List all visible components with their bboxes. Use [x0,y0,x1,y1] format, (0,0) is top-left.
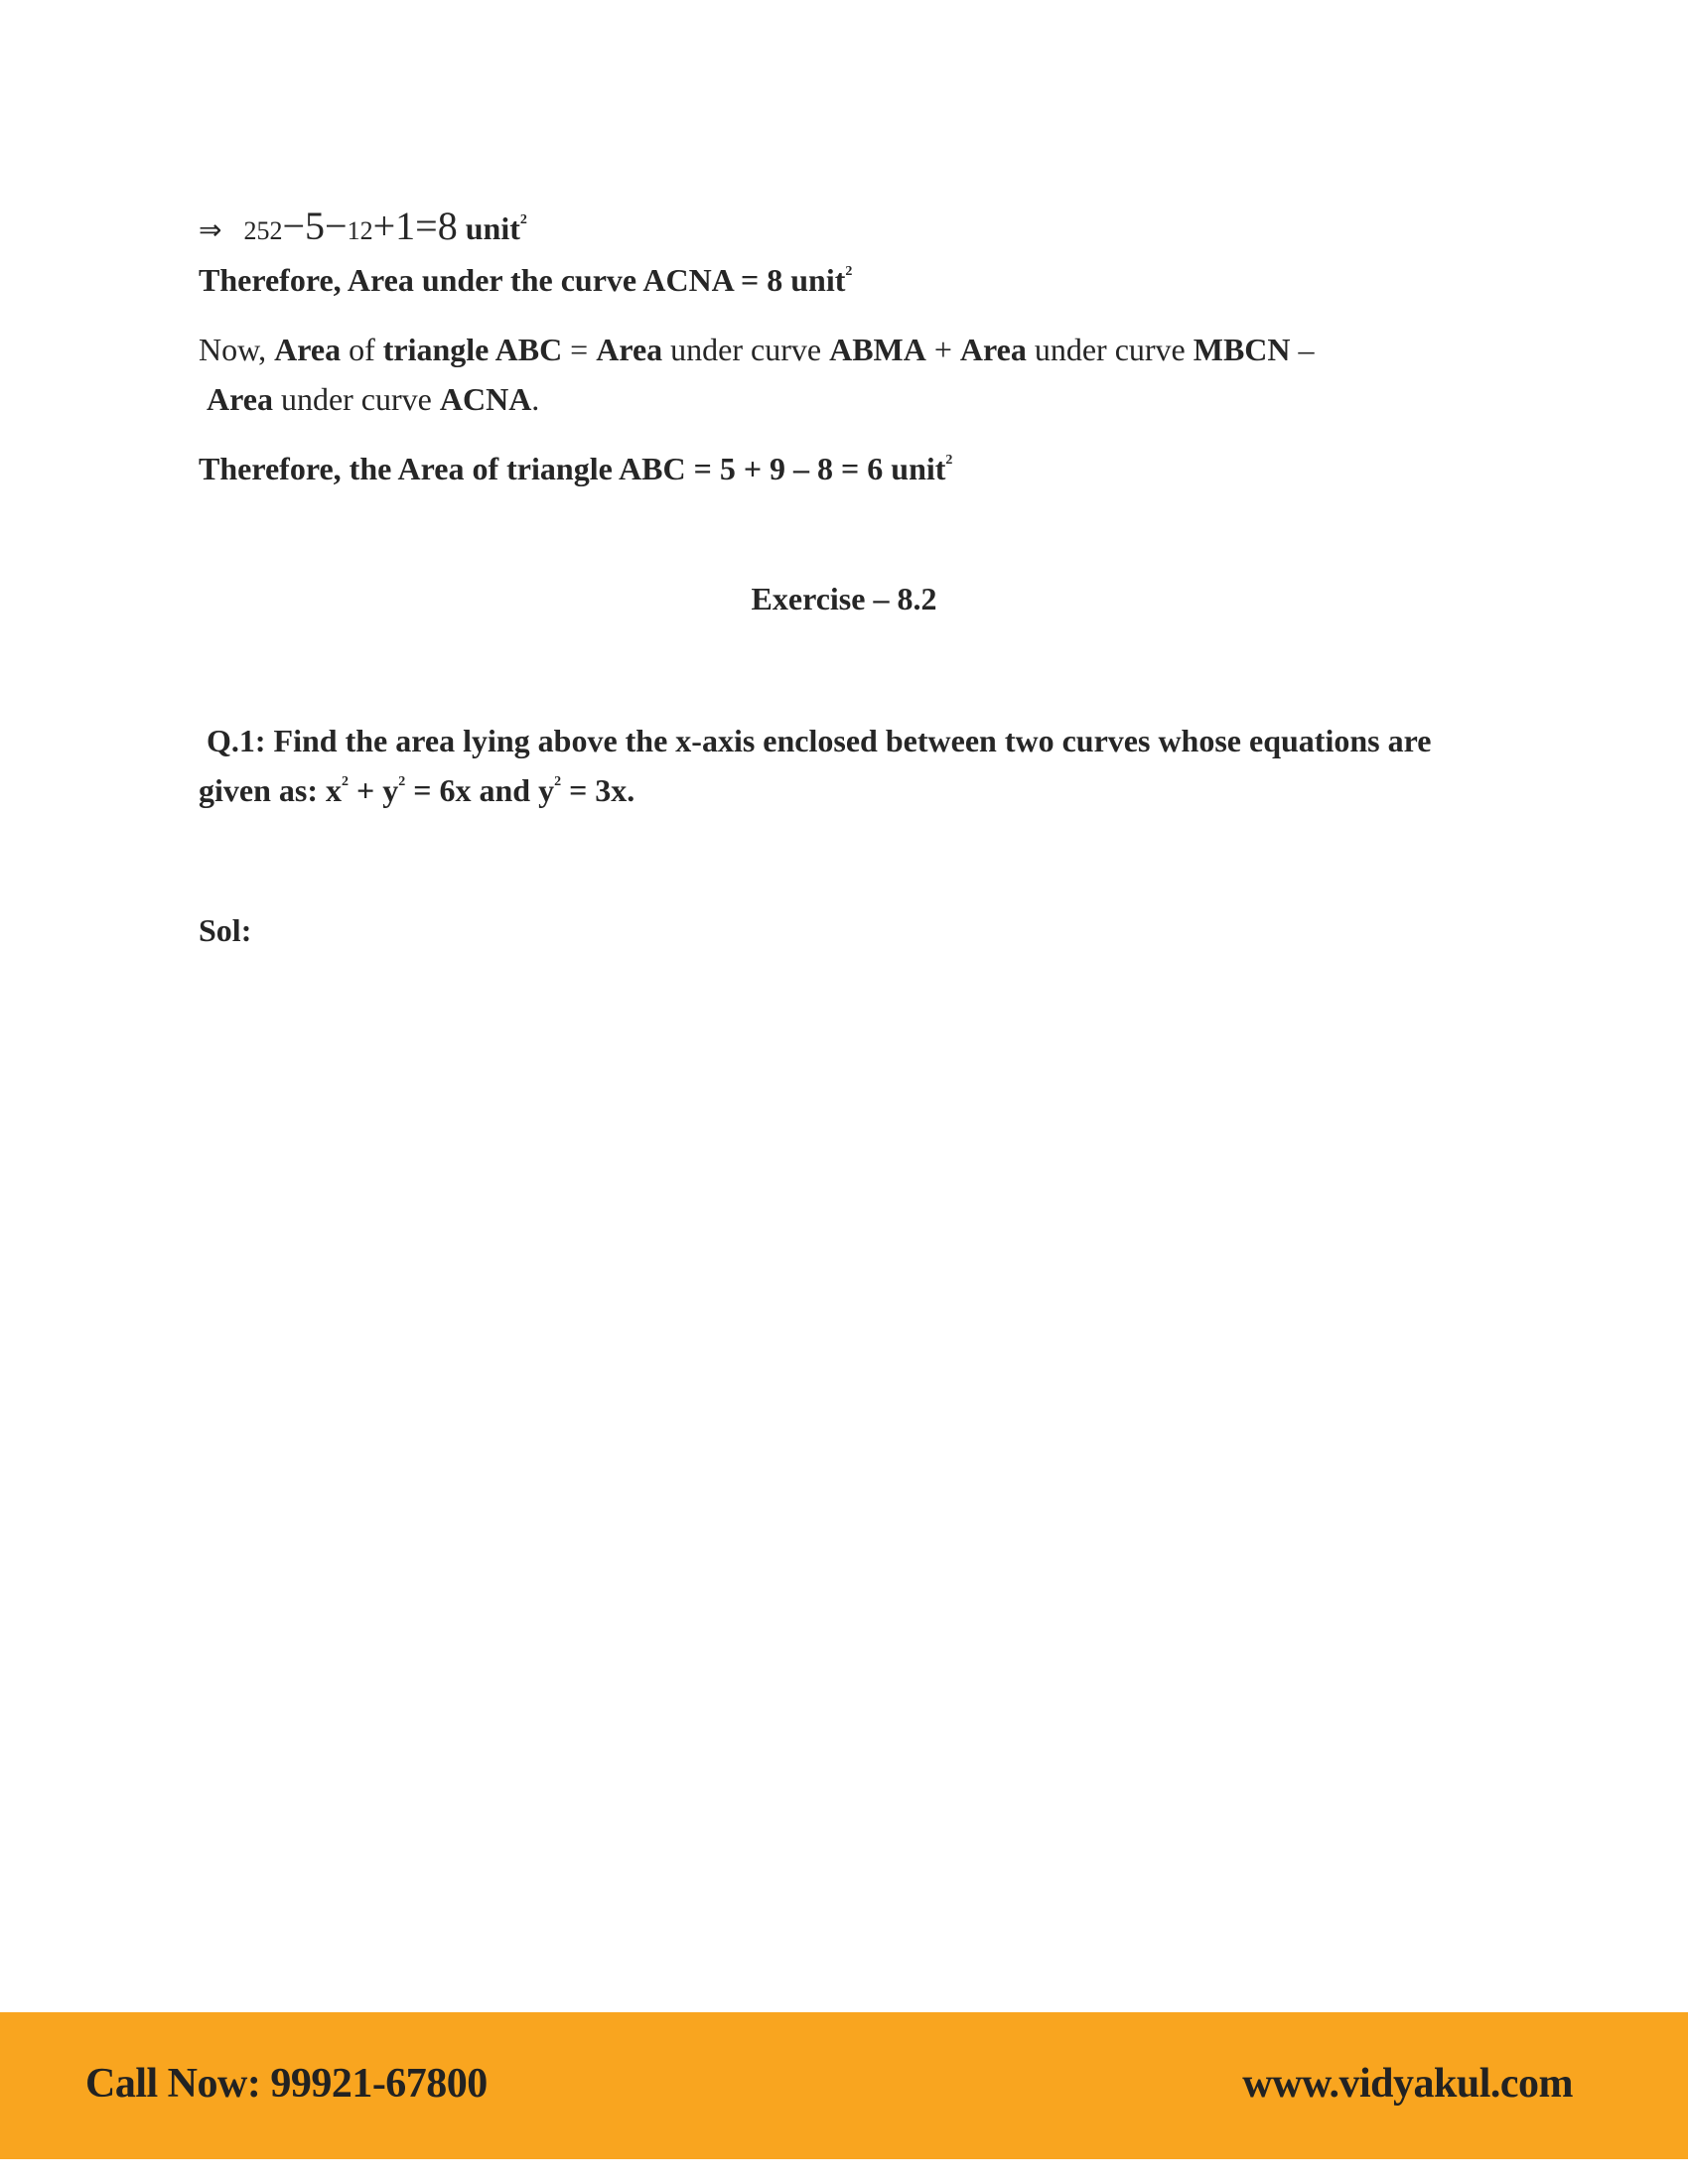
question-line-2 [199,770,634,810]
question-text: = 3x. [561,772,635,808]
equation-line [199,206,527,251]
area-relation-line-2 [207,379,539,419]
text-run: . [531,381,540,417]
superscript: 2 [342,774,349,789]
area-acna-statement [199,260,852,300]
unit-label: unit [465,210,520,246]
equation-term: +1=8 [372,204,458,248]
text-run: under curve [662,332,830,367]
superscript: 2 [845,264,853,279]
question-text: = 6x and y [405,772,555,808]
bold-run: triangle ABC [382,332,563,367]
implies-arrow: ⇒ [199,213,222,246]
triangle-area-result [199,449,952,488]
equation-term: 12 [347,216,373,245]
equation-term: 252 [243,216,283,245]
superscript: 2 [519,212,527,227]
text-run: Now, [199,332,275,367]
website-link[interactable]: www.vidyakul.com [1242,2061,1573,2107]
question-line-1 [207,721,1431,760]
footer-banner [0,2012,1688,2159]
statement-text: Therefore, the Area of triangle ABC = 5 + 9 – 8 = 6 unit [199,451,946,486]
call-now-text: Call Now: 99921-67800 [85,2061,488,2107]
exercise-title [0,579,1688,618]
text-run: of [341,332,383,367]
exercise-title-text: Exercise – 8.2 [751,581,937,616]
superscript: 2 [554,774,562,789]
bold-run: Area [207,381,273,417]
solution-label [199,910,251,950]
question-text: + y [349,772,399,808]
question-text: given as: x [199,772,342,808]
text-run: under curve [272,381,440,417]
bold-run: MBCN [1193,332,1291,367]
text-run: under curve [1026,332,1194,367]
superscript: 2 [945,453,953,468]
bold-run: ABMA [829,332,926,367]
text-run: = [562,332,597,367]
equation-term: −5− [282,204,348,248]
statement-text: Therefore, Area under the curve ACNA = 8 unit [199,262,846,298]
bold-run: ACNA [439,381,532,417]
superscript: 2 [398,774,406,789]
bold-run: Area [959,332,1027,367]
question-text: Q.1: Find the area lying above the x-axis enclosed between two curves whose equations are [207,723,1432,758]
sol-text: Sol: [199,912,252,948]
text-run: + [925,332,960,367]
text-run: – [1290,332,1315,367]
area-relation-line-1 [199,330,1315,369]
bold-run: Area [596,332,663,367]
bold-run: Area [274,332,342,367]
